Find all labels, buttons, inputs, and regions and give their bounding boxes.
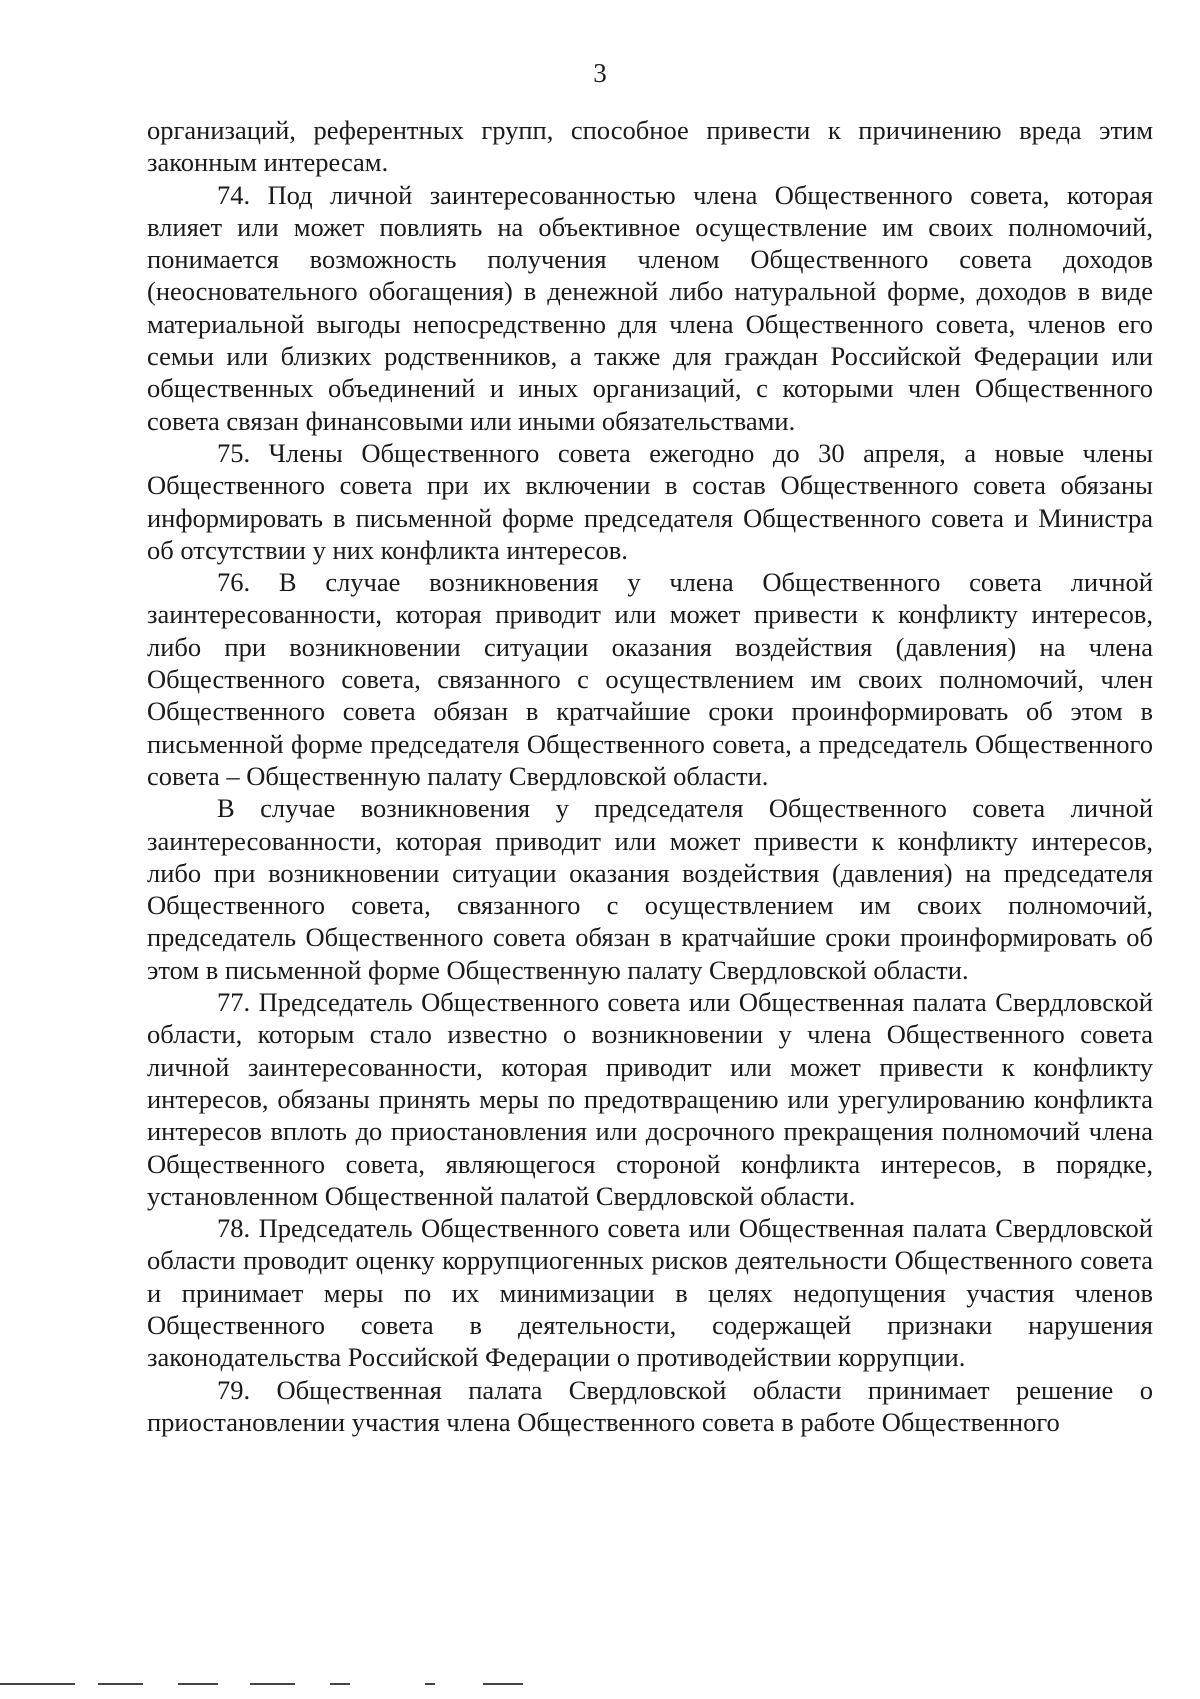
paragraph-79: 79. Общественная палата Свердловской области принимает решение о приостановлении участия члена Общественного совета в работе Общественного bbox=[147, 1374, 1153, 1437]
paragraph-77: 77. Председатель Общественного совета или Общественная палата Свердловской области, которым стало известно о возникновении у члена Общественного совета личной заинтересованности, которая приводит или может привести к конфликту интересов, обязаны принять меры по предотвращению или урегулированию конфликта интересов вплоть до приостановления или досрочного прекращения полномочий члена Общественного совета, являющегося стороной конфликта интересов, в порядке, установленном Общественной палатой Свердловской области. bbox=[147, 987, 1153, 1211]
paragraph-75: 75. Члены Общественного совета ежегодно до 30 апреля, а новые члены Общественного совета при их включении в состав Общественного совета обязаны информировать в письменной форме председателя Общественного совета и Министра об отсутствии у них конфликта интересов. bbox=[147, 437, 1153, 565]
document-body bbox=[147, 114, 1153, 1438]
paragraph-78: 78. Председатель Общественного совета или Общественная палата Свердловской области проводит оценку коррупциогенных рисков деятельности Общественного совета и принимает меры по их минимизации в целях недопущения участия членов Общественного совета в деятельности, содержащей признаки нарушения законодательства Российской Федерации о противодействии коррупции. bbox=[147, 1213, 1153, 1373]
paragraph-74: 74. Под личной заинтересованностью члена Общественного совета, которая влияет или может повлиять на объективное осуществление им своих полномочий, понимается возможность получения членом Общественного совета доходов (неосновательного обогащения) в денежной либо натуральной форме, доходов в виде материальной выгоды непосредственно для члена Общественного совета, членов его семьи или близких родственников, а также для граждан Российской Федерации или общественных объединений и иных организаций, с которыми член Общественного совета связан финансовыми или иными обязательствами. bbox=[147, 179, 1153, 436]
scan-edge-marks bbox=[0, 1683, 600, 1689]
paragraph-76: 76. В случае возникновения у члена Общественного совета личной заинтересованности, которая приводит или может привести к конфликту интересов, либо при возникновении ситуации оказания воздействия (давления) на члена Общественного совета, связанного с осуществлением им своих полномочий, член Общественного совета обязан в кратчайшие сроки проинформировать об этом в письменной форме председателя Общественного совета, а председатель Общественного совета – Общественную палату Свердловской области. bbox=[147, 567, 1153, 791]
page-number: 3 bbox=[593, 58, 607, 88]
paragraph-continued: организаций, референтных групп, способное привести к причинению вреда этим законным интересам. bbox=[147, 115, 1153, 178]
paragraph-76-part-2: В случае возникновения у председателя Общественного совета личной заинтересованности, которая приводит или может привести к конфликту интересов, либо при возникновении ситуации оказания воздействия (давления) на председателя Общественного совета, связанного с осуществлением им своих полномочий, председатель Общественного совета обязан в кратчайшие сроки проинформировать об этом в письменной форме Общественную палату Свердловской области. bbox=[147, 793, 1153, 985]
